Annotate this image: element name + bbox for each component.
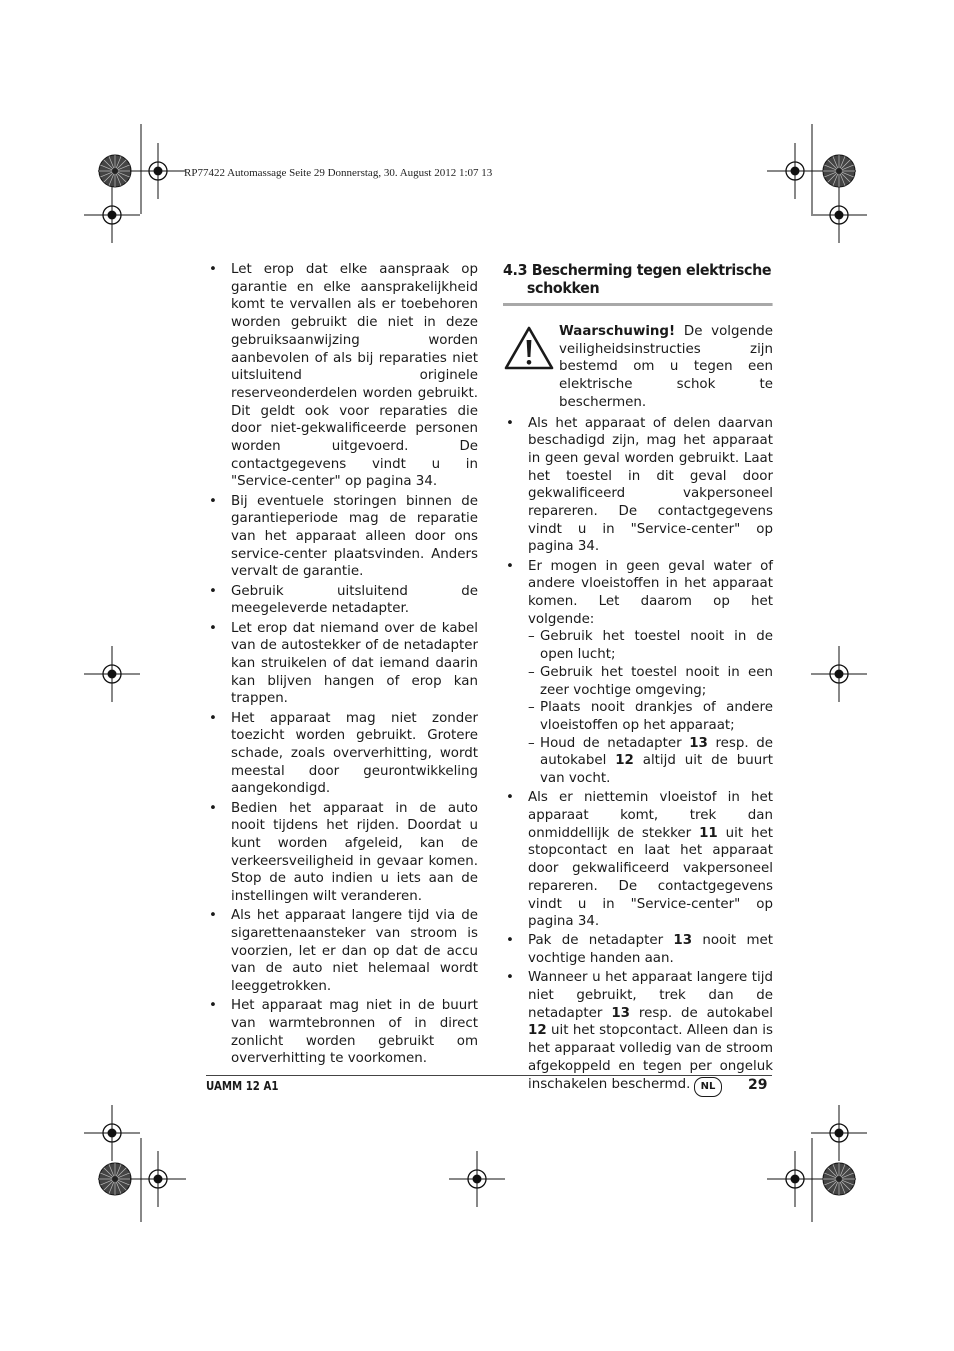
list-item: • Gebruik uitsluitend de meegeleverde netadapter. [206,583,478,618]
part-number: 11 [699,825,718,841]
text: resp. de autokabel [629,1005,774,1021]
list-item: • Bedien het apparaat in de auto nooit tijdens het rijden. Doordat u kunt worden afgeleid, kan de verkeersveiligheid in gevaar komen. Stop de auto indien u iets aan de instellingen wilt veranderen. [206,800,478,906]
text: Als er niettemin vloeistof in het apparaat komt, trek dan onmiddellijk de stekker [528,790,773,841]
list-item [503,932,773,967]
text: Pak de netadapter [528,933,674,949]
sub-list-item: – Plaats nooit drankjes of andere vloeistoffen op het apparaat; [528,699,773,734]
list-item: • Bij eventuele storingen binnen de garantieperiode mag de reparatie van het apparaat alleen door ons service-center plaatsvinden. Anders vervalt de garantie. [206,493,478,582]
list-item [503,789,773,931]
language-badge: NL [694,1077,722,1097]
left-column [206,261,478,1070]
safety-list [206,261,478,1068]
shock-safety-list [503,415,773,1094]
list-item-intro: Er mogen in geen geval water of andere vloeistoffen in het apparaat komen. Let daarom op het volgende: [528,558,773,627]
warning-label: Waarschuwing! [559,324,676,339]
footer-divider [206,1075,772,1076]
sub-list-item: – Gebruik het toestel nooit in een zeer vochtige omgeving; [528,664,773,699]
sub-list-item [528,735,773,788]
warning-triangle-icon [503,325,555,371]
text: resp. de autokabel [540,735,774,769]
print-imprint: RP77422 Automassage Seite 29 Donnerstag, 30. August 2012 1:07 13 [184,167,493,179]
list-item [503,558,773,788]
text: nooit met vochtige handen aan. [528,933,773,967]
sub-list-item: – Gebruik het toestel nooit in de open lucht; [528,628,773,663]
list-item: • Als het apparaat of delen daarvan beschadigd zijn, mag het apparaat in geen geval worden gebruikt. Laat het toestel in dit geval door gekwalificeerd vakpersoneel repareren. De contactgegevens vindt u in "Service-center" op pagina 34. [503,415,773,557]
section-heading [503,261,773,306]
sub-list [528,628,773,787]
warning-notice [503,323,773,412]
list-item: • Als het apparaat langere tijd via de sigarettenaansteker van stroom is voorzien, let er dan op dat de accu van de auto niet helemaal wordt leeggetrokken. [206,907,478,996]
part-number: 13 [611,1005,630,1021]
list-item: • Het apparaat mag niet zonder toezicht worden gebruikt. Grotere schade, zoals oververhitting, wordt meestal door geurontwikkeling aangekondigd. [206,710,478,799]
text: uit het stopcontact. Alleen dan is het apparaat volledig van de stroom afgekoppeld en tegen per ongeluk inschakelen beschermd. [528,1023,773,1092]
part-number: 13 [689,735,708,751]
list-item: • Let erop dat niemand over de kabel van de autostekker of de netadapter kan struikelen of dat iemand daarin kan blijven hangen of erop kan trappen. [206,620,478,709]
right-column [503,261,773,1095]
footer-model: UAMM 12 A1 [206,1079,279,1093]
list-item: • Let erop dat elke aanspraak op garantie en elke aansprakelijkheid komt te vervallen als er toebehoren worden gebruikt die niet in deze gebruiksaanwijzing worden aanbevolen of als bij reparaties niet uitsluitend originele reserveonderdelen worden gebruikt. Dit geldt ook voor reparaties die door niet-gekwalificeerde personen worden uitgevoerd. De contactgegevens vindt u in "Service-center" op pagina 34. [206,261,478,491]
text: Houd de netadapter [540,735,690,751]
list-item: • Het apparaat mag niet in de buurt van warmtebronnen of in direct zonlicht worden gebruikt om oververhitting te voorkomen. [206,997,478,1068]
page-number: 29 [748,1077,768,1093]
section-title-line1: 4.3 Bescherming tegen elektrische [503,261,772,279]
text: uit het stopcontact en laat het apparaat door gekwalificeerd vakpersoneel repareren. De contactgegevens vindt u in "Service-center" op pagina 34. [528,825,773,930]
part-number: 12 [528,1023,547,1039]
part-number: 12 [615,753,634,769]
part-number: 13 [673,933,693,949]
text: Wanneer u het apparaat langere tijd niet gebruikt, trek dan de netadapter [528,970,773,1021]
section-title-line2: schokken [526,279,600,297]
text: altijd uit de buurt van vocht. [540,753,773,787]
warning-text: De volgende veiligheidsinstructies zijn bestemd om u tegen een elektrische schok te beschermen. [559,324,773,410]
